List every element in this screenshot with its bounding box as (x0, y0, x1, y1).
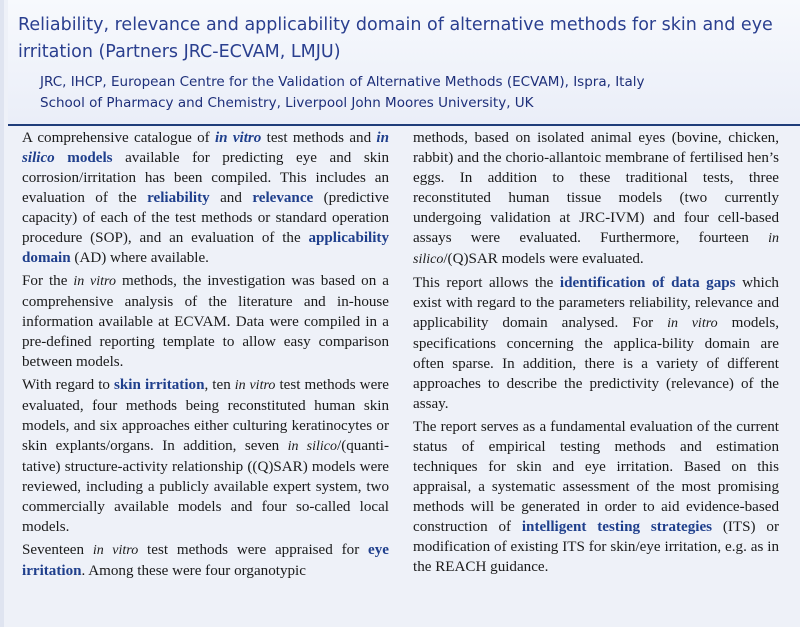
paragraph-in-vitro-methods (22, 271, 389, 372)
text-run: models, specifications concerning the applica-bility domain are often sparse. In addition, there is a variety of different approaches to describe the predictivity (relevance) of the assay. (413, 315, 779, 412)
text-run: methods, the investigation was based on a comprehensive analysis of the literature and in-house information available at ECVAM. Data were compiled in a pre-defined reporting template to allow easy comparison between models. (22, 273, 389, 370)
keyword-reliability: reliability (147, 190, 210, 206)
text-run: methods, based on isolated animal eyes (bovine, chicken, rabbit) and the chorio-allantoic membrane of fertilised hen’s eggs. In addition to these traditional tests, three reconstituted human tissue models (two currently undergoing validation at JRC-IVM) and four cell-based assays were evaluated. Furthermore, fourteen (413, 130, 779, 246)
italic-term: in silico (413, 231, 779, 267)
text-run: which exist with regard to the parameters reliability, relevance and applicability domain analysed. For (413, 275, 779, 331)
affiliation-ljmu: School of Pharmacy and Chemistry, Liverpool John Moores University, UK (40, 95, 534, 111)
paragraph-data-gaps (413, 273, 779, 414)
text-run: test methods were appraised for (138, 542, 369, 558)
keyword-intelligent-testing-strategies: intelligent testing strategies (521, 519, 713, 535)
text-run: /(quanti-tative) structure-activity relationship ((Q)SAR) models were reviewed, including a publicly available expert system, two commercially available models and four so-called local models. (22, 438, 389, 535)
text-run: available for predicting eye and skin corrosion/irritation has been compiled. This includes an evaluation of the (22, 150, 389, 206)
header-banner (8, 0, 800, 126)
keyword-eye-irritation: eye irritation (22, 542, 389, 579)
keyword-identification-of-data-gaps: identification of data gaps (559, 275, 736, 291)
paragraph-eye-irritation (22, 540, 389, 581)
keyword-models: models (54, 150, 113, 166)
keyword-applicability-domain: applicability domain (22, 230, 389, 266)
right-column (413, 128, 779, 580)
text-run: , ten (204, 377, 235, 393)
italic-term: in vitro (73, 274, 116, 289)
text-run: The report serves as a fundamental evaluation of the current status of empirical testing methods and estimation techniques for skin and eye irritation. Based on this appraisal, a systematic assessment of the most promising methods will be generated in order to aid evidence-based construction of (413, 419, 779, 535)
text-run: (AD) where available. (70, 250, 209, 266)
keyword-in-silico: in silico (22, 130, 389, 166)
text-run: (ITS) or modification of existing ITS for skin/eye irritation, e.g. as in the REACH guidance. (413, 519, 779, 575)
keyword-skin-irritation: skin irritation (114, 377, 205, 393)
text-run: /(Q)SAR models were evaluated. (443, 251, 644, 267)
affiliation-jrc: JRC, IHCP, European Centre for the Validation of Alternative Methods (ECVAM), Ispra, Italy (40, 74, 645, 90)
text-run: test methods and (261, 130, 377, 146)
keyword-in-vitro: in vitro (214, 130, 262, 146)
paragraph-intro (22, 128, 389, 268)
italic-term: in vitro (234, 378, 276, 393)
text-run: For the (22, 273, 74, 289)
paragraph-skin-irritation (22, 375, 389, 537)
left-column (22, 128, 389, 584)
text-run: and (209, 190, 253, 206)
paragraph-conclusion (413, 417, 779, 577)
text-run: Seventeen (22, 542, 93, 558)
italic-term: in silico (287, 439, 337, 454)
text-run: This report allows the (413, 275, 560, 291)
text-run: A comprehensive catalogue of (22, 130, 215, 146)
italic-term: in vitro (92, 543, 139, 558)
keyword-relevance: relevance (252, 190, 314, 206)
text-run: With regard to (22, 377, 115, 393)
text-run: test methods were evaluated, four methods being reconstituted human skin models, and six approaches either culturing keratinocytes or skin explants/organs. In addition, seven (22, 377, 389, 454)
italic-term: in vitro (667, 316, 718, 331)
page-title: Reliability, relevance and applicability domain of alternative methods for skin and eye irritation (Partners JRC-ECVAM, LMJU) (18, 15, 773, 62)
text-run: . Among these were four organotypic (81, 563, 306, 579)
text-run: (predictive capacity) of each of the test methods or standard operation procedure (SOP), and an evaluation of the (22, 190, 389, 246)
paragraph-organotypic-methods (413, 128, 779, 270)
